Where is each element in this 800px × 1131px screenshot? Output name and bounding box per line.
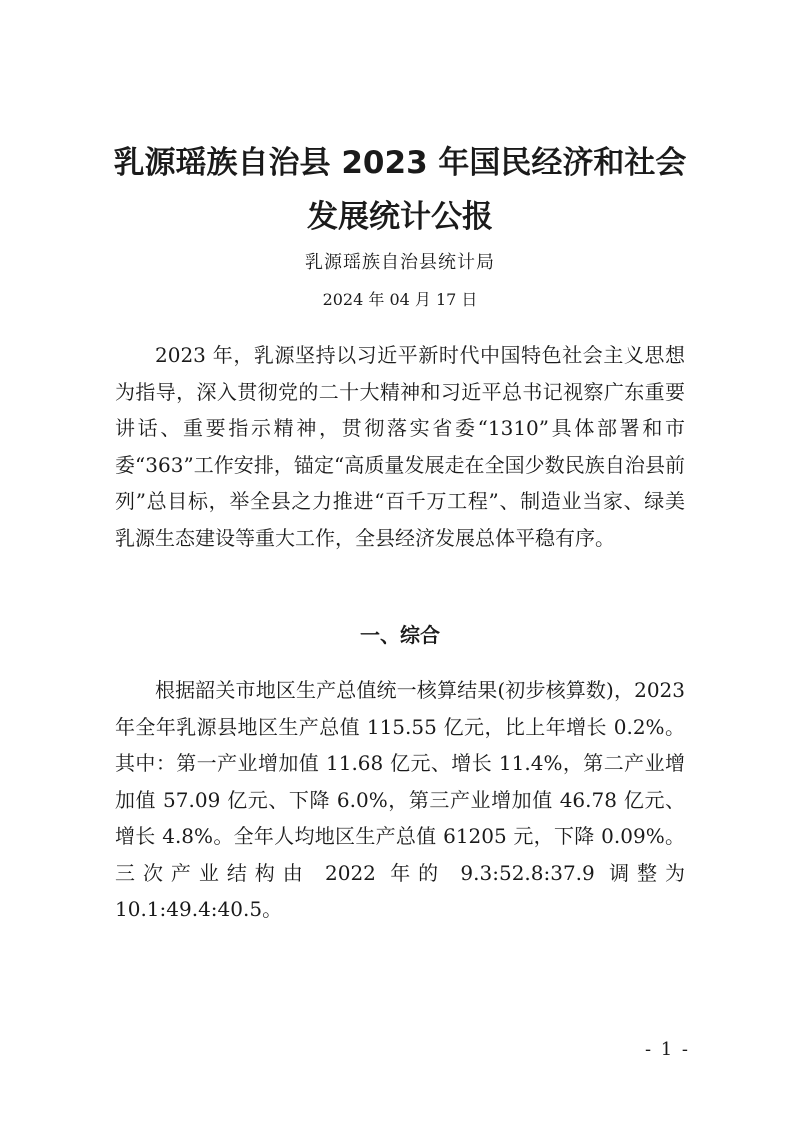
page-number: - 1 - bbox=[644, 1039, 690, 1060]
section-heading-overview: 一、综合 bbox=[360, 623, 440, 647]
document-title-line-2: 发展统计公报 bbox=[307, 199, 493, 235]
intro-paragraph: 2023 年，乳源坚持以习近平新时代中国特色社会主义思想为指导，深入贯彻党的二十大精神和习近平总书记视察广东重要讲话、重要指示精神，贯彻落实省委“1310”具体部署和市委“363”工作安排，锚定“高质量发展走在全国少数民族自治县前列”总目标，举全县之力推进“百千万工程”、制造业当家、绿美乳源生态建设等重大工作，全县经济发展总体平稳有序。 bbox=[115, 343, 685, 550]
issuing-agency: 乳源瑶族自治县统计局 bbox=[305, 252, 495, 273]
publication-date: 2024 年 04 月 17 日 bbox=[322, 290, 478, 309]
document-title-line-1: 乳源瑶族自治县 2023 年国民经济和社会 bbox=[113, 145, 687, 181]
overview-paragraph: 根据韶关市地区生产总值统一核算结果(初步核算数)，2023 年全年乳源县地区生产总值 115.55 亿元，比上年增长 0.2%。其中：第一产业增加值 11.68 亿元、增长 11.4%，第二产业增加值 57.09 亿元、下降 6.0%，第三产业增加值 46.78 亿元、增长 4.8%。全年人均地区生产总值 61205 元，下降 0.09%。三次产业结构由 2022 年的 9.3:52.8:37.9 调整为 10.1:49.4:40.5。 bbox=[115, 678, 685, 921]
